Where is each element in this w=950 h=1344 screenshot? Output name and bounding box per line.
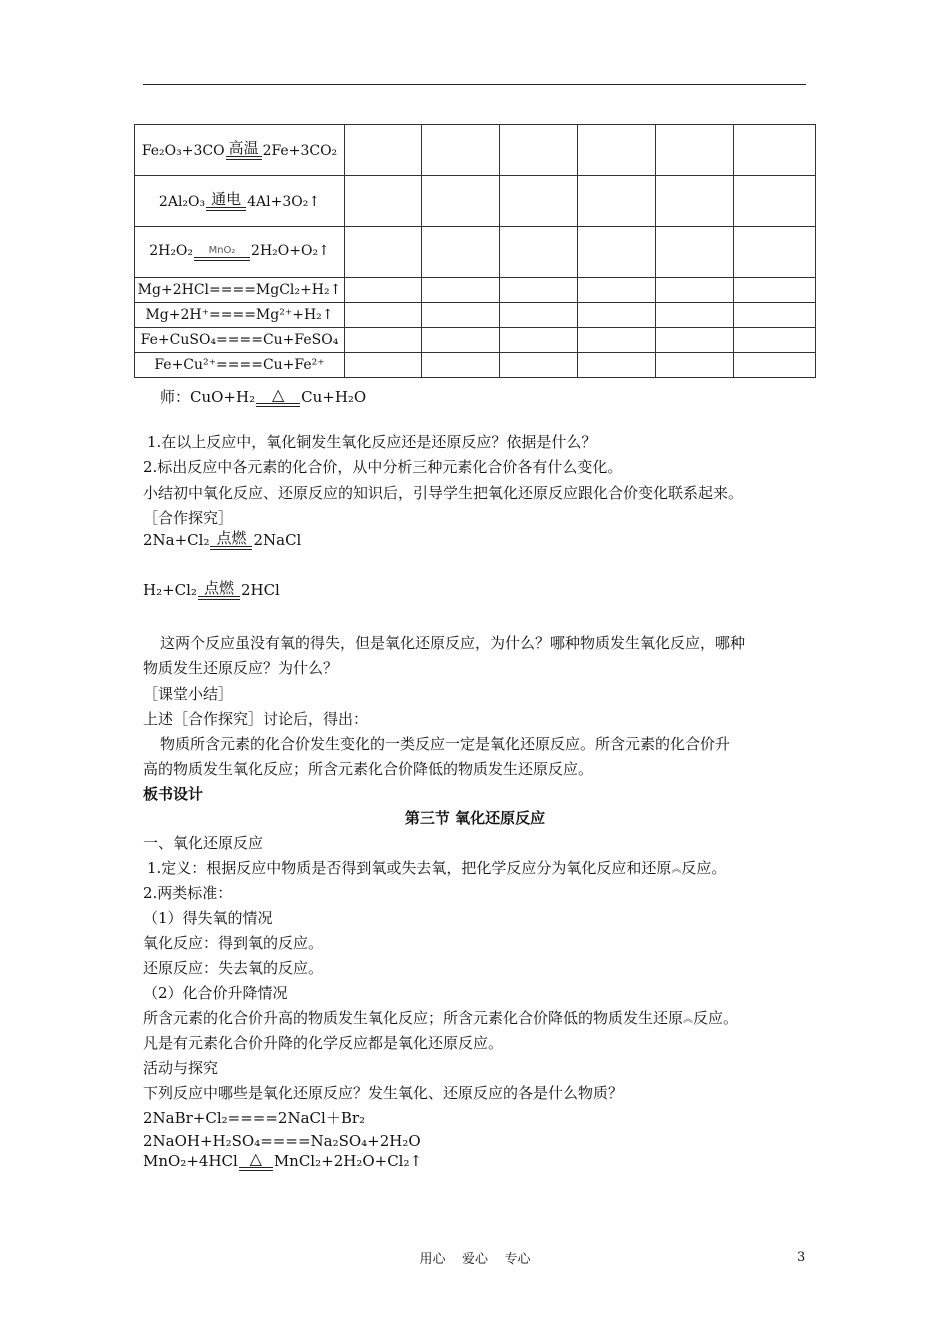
equation-left: 2Al₂O₃ (158, 194, 206, 210)
reduction-def: 还原反应：失去氧的反应。 (143, 959, 324, 977)
teacher-equation (160, 386, 366, 407)
reaction-condition (194, 245, 250, 261)
equation-left: MnO₂+4HCl (143, 1152, 238, 1170)
editor-mark-icon: ︽ (683, 1014, 694, 1025)
reaction-condition (256, 386, 300, 407)
equation-cell (135, 176, 345, 227)
activity-equation-c (143, 1150, 422, 1171)
reaction-condition (239, 1150, 273, 1171)
oxidation-def: 氧化反应：得到氧的反应。 (143, 934, 324, 952)
table-row (135, 353, 816, 378)
definition (147, 857, 726, 878)
header-rule (143, 84, 806, 85)
coop-question-line-2: 物质发生还原反应？为什么？ (143, 659, 339, 677)
standard-2: （2）化合价升降情况 (143, 984, 288, 1002)
equation-left: Fe₂O₃+3CO (141, 143, 225, 159)
editor-mark-icon: ︽ (671, 864, 682, 875)
coop-heading: ［合作探究］ (143, 509, 234, 527)
table-row (135, 125, 816, 176)
equation-cell: Mg+2HCl====MgCl₂+H₂↑ (135, 278, 345, 303)
reaction-condition (210, 530, 252, 550)
table-row (135, 303, 816, 328)
equation-left: H₂+Cl₂ (143, 581, 197, 599)
condition-label: 通电 (211, 190, 242, 208)
page-number: 3 (797, 1250, 806, 1265)
activity-question: 下列反应中哪些是氧化还原反应？发生氧化、还原反应的各是什么物质？ (143, 1084, 624, 1102)
reaction-condition (198, 580, 240, 600)
table-row (135, 278, 816, 303)
coop-equation-2 (143, 580, 280, 600)
equation-left: 师：CuO+H₂ (160, 388, 256, 406)
heat-condition-icon: △ (249, 1149, 262, 1168)
activity-equation-b: 2NaOH+H₂SO₄====Na₂SO₄+2H₂O (143, 1132, 421, 1150)
condition-label: 点燃 (216, 529, 247, 547)
activity-equation-a: 2NaBr+Cl₂====2NaCl＋Br₂ (143, 1109, 366, 1127)
condition-label: MnO₂ (208, 245, 236, 256)
equation-left: 2H₂O₂ (149, 243, 194, 259)
equation-left: 2Na+Cl₂ (143, 531, 210, 549)
question-1: 1.在以上反应中，氧化铜发生氧化反应还是还原反应？依据是什么？ (147, 433, 597, 451)
definition-end: 反应。 (681, 859, 727, 877)
valence-text: 所含元素的化合价升高的物质发生氧化反应；所含元素化合价降低的物质发生还原 (143, 1009, 684, 1027)
valence-statement (143, 1007, 738, 1028)
class-summary-line-1: 物质所含元素的化合价发生变化的一类反应一定是氧化还原反应。所含元素的化合价升 (160, 735, 731, 753)
table-row (135, 328, 816, 353)
condition-label: 高温 (228, 139, 259, 157)
condition-label: 点燃 (203, 579, 234, 597)
all-redox-statement: 凡是有元素化合价升降的化学反应都是氧化还原反应。 (143, 1034, 504, 1052)
equation-cell: Fe+CuSO₄====Cu+FeSO₄ (135, 328, 345, 353)
equation-right: 2HCl (240, 581, 280, 599)
equation-right: Cu+H₂O (301, 388, 367, 406)
coop-equation-1 (143, 530, 301, 550)
equation-right: MnCl₂+2H₂O+Cl₂↑ (273, 1152, 423, 1170)
equation-right: 2Fe+3CO₂ (262, 143, 338, 159)
page-footer: 用心 爱心 专心 (419, 1252, 531, 1267)
equation-right: 4Al+3O₂↑ (247, 194, 321, 210)
equation-cell (135, 227, 345, 278)
equation-cell: Fe+Cu²⁺====Cu+Fe²⁺ (135, 353, 345, 378)
class-summary-intro: 上述［合作探究］讨论后，得出： (143, 710, 369, 728)
class-summary-heading: ［课堂小结］ (143, 685, 234, 703)
valence-end: 反应。 (693, 1009, 739, 1027)
table-row (135, 227, 816, 278)
equation-right: 2H₂O+O₂↑ (251, 243, 330, 259)
two-standards: 2.两类标准： (143, 884, 233, 902)
section-1: 一、氧化还原反应 (143, 834, 264, 852)
equation-cell: Mg+2H⁺====Mg²⁺+H₂↑ (135, 303, 345, 328)
reaction-condition (206, 191, 246, 211)
definition-text: 1.定义：根据反应中物质是否得到氧或失去氧，把化学反应分为氧化反应和还原 (147, 859, 672, 877)
summary-intro: 小结初中氧化反应、还原反应的知识后，引导学生把氧化还原反应跟化合价变化联系起来。 (143, 484, 744, 502)
coop-question-line-1: 这两个反应虽没有氧的得失，但是氧化还原反应，为什么？哪种物质发生氧化反应，哪种 (160, 634, 746, 652)
class-summary-line-2: 高的物质发生氧化反应；所含元素化合价降低的物质发生还原反应。 (143, 760, 594, 778)
equation-cell (135, 125, 345, 176)
activity-heading: 活动与探究 (143, 1059, 219, 1077)
equation-right: 2NaCl (253, 531, 302, 549)
standard-1: （1）得失氧的情况 (143, 909, 273, 927)
question-2: 2.标出反应中各元素的化合价，从中分析三种元素化合价各有什么变化。 (143, 458, 623, 476)
section-title: 第三节 氧化还原反应 (404, 809, 546, 827)
board-heading: 板书设计 (143, 785, 204, 803)
heat-condition-icon: △ (271, 385, 285, 404)
table-row (135, 176, 816, 227)
reaction-condition (226, 140, 262, 160)
reaction-table (134, 124, 816, 378)
